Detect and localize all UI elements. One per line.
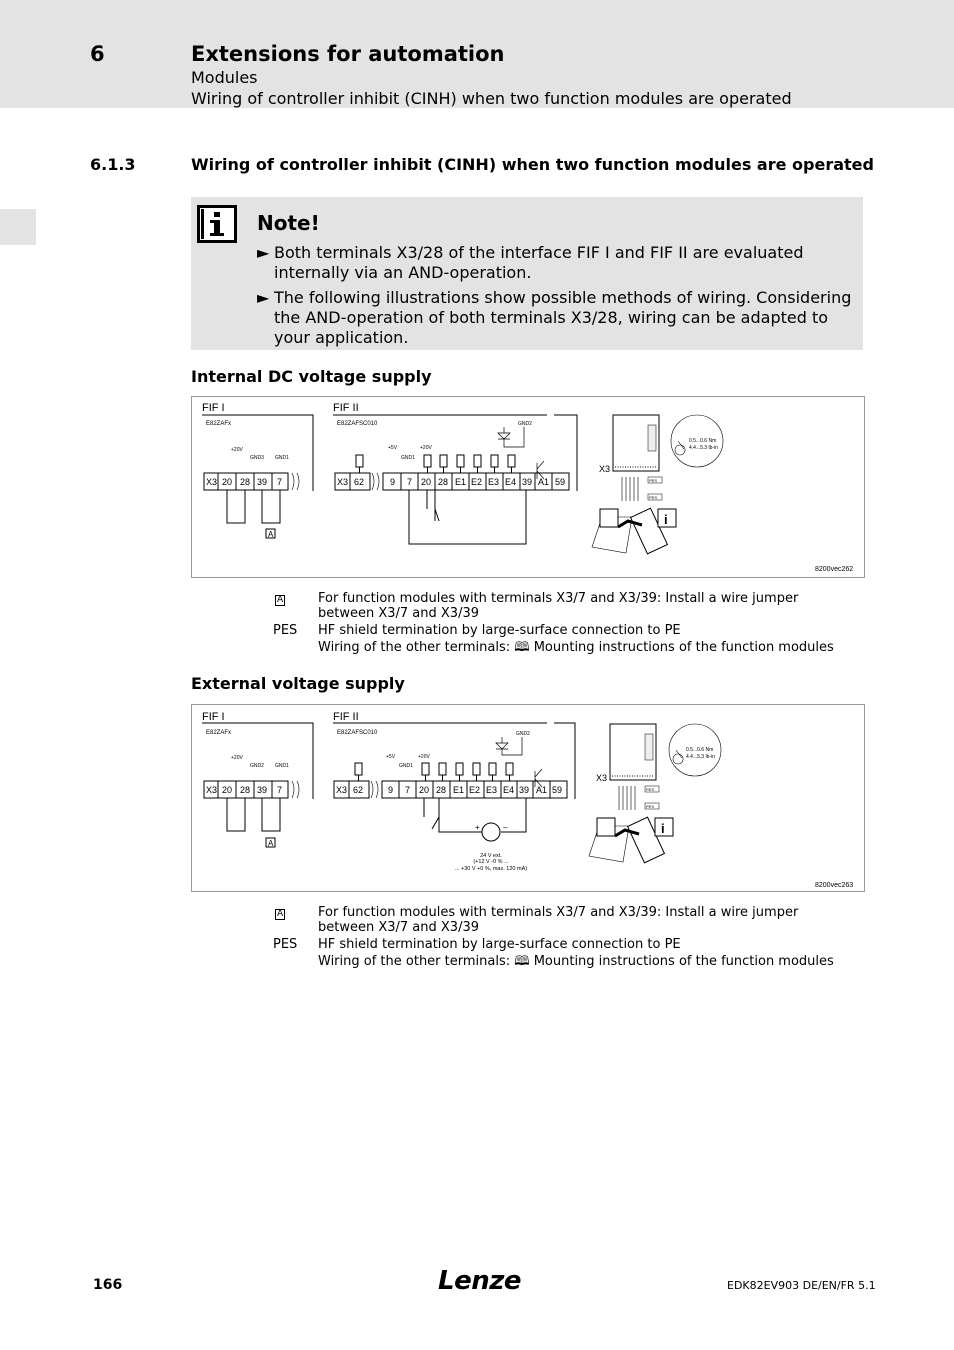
pes-label: PES (646, 787, 655, 792)
fif1-terminal: 7 (277, 477, 283, 487)
legend-text: For function modules with terminals X3/7 and X3/39: Install a wire jumper between X3/7 and X3/39 (318, 591, 799, 621)
document-code: EDK82EV903 DE/EN/FR 5.1 (727, 1279, 876, 1292)
fif2-label: FIF II (333, 711, 359, 723)
lenze-logo: Lenze (438, 1266, 521, 1296)
fif2-terminal: E1 (455, 477, 467, 487)
fif1-terminal: X3 (206, 785, 218, 795)
fif2-terminal: 7 (407, 477, 413, 487)
torque-nm: 0.5...0.6 Nm (686, 747, 714, 753)
controller-sketch (592, 415, 723, 554)
fif2-terminal: E3 (486, 785, 498, 795)
chapter-number: 6 (90, 42, 105, 66)
fif1-terminal: 39 (257, 477, 268, 487)
supply-spec-line: (+12 V -0 % ... (473, 859, 509, 865)
section-number: 6.1.3 (90, 155, 136, 174)
pes-label: PES (649, 478, 658, 483)
header-subtitle-topic: Wiring of controller inhibit (CINH) when two function modules are operated (191, 89, 792, 108)
diagram-code: 8200vec262 (815, 566, 854, 573)
fif2-plus20v: +20V (420, 445, 432, 451)
x3-label: X3 (596, 773, 608, 783)
wiring-diagram-internal (191, 396, 865, 578)
diagram-code: 8200vec263 (815, 882, 854, 889)
fif2-plus5v: +5V (388, 445, 398, 451)
fif2-terminal: 9 (388, 785, 394, 795)
wiring-diagram-external (191, 704, 865, 892)
marker-a: A (268, 839, 274, 848)
info-icon: i (664, 512, 668, 527)
fif1-terminal: 28 (240, 785, 251, 795)
page-number: 166 (93, 1277, 123, 1293)
fif1-label: FIF I (202, 402, 225, 414)
x3-label: X3 (599, 464, 611, 474)
section-title: Wiring of controller inhibit (CINH) when two function modules are operated (191, 155, 874, 174)
fif2-gnd1: GND1 (399, 763, 413, 769)
fif1-gnd1: GND1 (275, 455, 289, 461)
note-item-text: The following illustrations show possible methods of wiring. Considering the AND-operation of both terminals X3/28, wiring can be adapted to your application. (274, 288, 852, 347)
fif1-plus20v: +20V (231, 755, 243, 761)
chapter-side-tab (0, 209, 36, 245)
legend-key: PES (273, 937, 298, 952)
legend-key: PES (273, 623, 298, 638)
legend-text: HF shield termination by large-surface connection to PE (318, 937, 681, 952)
supply-plus: + (475, 823, 480, 832)
fif2-terminal: 62 (354, 477, 365, 487)
fif1-module-code: E82ZAFx (206, 730, 232, 736)
torque-nm: 0.5...0.6 Nm (689, 438, 717, 444)
fif2-terminal: 28 (438, 477, 449, 487)
fif2-terminal: 39 (522, 477, 533, 487)
fif1-terminal: 28 (240, 477, 251, 487)
fif2-terminal: E2 (471, 477, 483, 487)
legend-marker-a: A (277, 595, 284, 605)
fif2-terminal: E2 (469, 785, 481, 795)
fif2-terminal: X3 (337, 477, 349, 487)
chapter-header (0, 0, 954, 108)
subheading-external-supply: External voltage supply (191, 674, 405, 693)
external-supply-source (455, 823, 527, 872)
fif1-terminal: 7 (277, 785, 283, 795)
fif2-terminal: 28 (436, 785, 447, 795)
supply-spec-line: ... +30 V +0 %, max. 120 mA) (454, 866, 528, 872)
fif2-plus20v: +20V (418, 754, 430, 760)
pes-label: PES (646, 804, 655, 809)
torque-lbin: 4.4...5.3 lb-in (689, 445, 718, 451)
chapter-title: Extensions for automation (191, 42, 505, 66)
fif2-terminal: A1 (538, 477, 550, 487)
fif1-terminal-strip (204, 473, 288, 490)
fif2-module-code: E82ZAFSC010 (337, 421, 378, 427)
fif2-terminal: 20 (419, 785, 430, 795)
legend-text: Wiring of the other terminals: 🕮 Mounting instructions of the function modules (318, 954, 834, 969)
fif1-terminal: X3 (206, 477, 218, 487)
header-subtitle-modules: Modules (191, 68, 258, 87)
fif1-terminal: 39 (257, 785, 268, 795)
fif2-terminal: 62 (353, 785, 364, 795)
fif2-terminal-strip (335, 473, 569, 490)
fif2-gnd2: GND2 (516, 731, 530, 737)
fif2-terminal: 20 (421, 477, 432, 487)
fif2-terminal: X3 (336, 785, 348, 795)
marker-a: A (268, 530, 274, 539)
fif1-gnd-label: GND3 (250, 455, 264, 461)
info-icon (197, 205, 237, 243)
pes-label: PES (649, 495, 658, 500)
fif2-gnd1: GND1 (401, 455, 415, 461)
fif2-terminal: 59 (555, 477, 566, 487)
fif2-plus5v: +5V (386, 754, 396, 760)
fif2-terminal: E3 (488, 477, 500, 487)
fif2-module-code: E82ZAFSC010 (337, 730, 378, 736)
fif2-terminal: 39 (519, 785, 530, 795)
fif2-terminal: A1 (536, 785, 548, 795)
fif1-label: FIF I (202, 711, 225, 723)
subheading-internal-supply: Internal DC voltage supply (191, 367, 432, 386)
fif2-terminal-strip (334, 781, 567, 798)
legend-marker-a: A (277, 909, 284, 919)
bullet-arrow-icon: ► (257, 288, 270, 307)
fif2-terminal: E1 (453, 785, 465, 795)
fif2-terminal: E4 (505, 477, 517, 487)
fif1-plus20v: +20V (231, 447, 243, 453)
fif1-terminal: 20 (222, 477, 233, 487)
torque-lbin: 4.4...5.3 lb-in (686, 754, 715, 760)
note-title: Note! (257, 211, 320, 235)
fif1-gnd-label: GND2 (250, 763, 264, 769)
controller-sketch (589, 724, 721, 863)
fif1-terminal: 20 (222, 785, 233, 795)
fif2-terminal: E4 (503, 785, 515, 795)
fif2-terminal: 9 (390, 477, 396, 487)
fif2-gnd2: GND2 (518, 421, 532, 427)
fif1-module-code: E82ZAFx (206, 421, 232, 427)
fif2-label: FIF II (333, 402, 359, 414)
legend-text: For function modules with terminals X3/7 and X3/39: Install a wire jumper between X3/7 and X3/39 (318, 905, 799, 935)
bullet-arrow-icon: ► (257, 243, 270, 262)
fif1-terminal-strip (204, 781, 288, 798)
note-box (191, 197, 863, 350)
info-icon: i (661, 821, 665, 836)
supply-spec-line: 24 V ext. (480, 853, 502, 859)
fif2-terminal: 59 (552, 785, 563, 795)
legend-text: Wiring of the other terminals: 🕮 Mounting instructions of the function modules (318, 640, 834, 655)
supply-minus: – (503, 823, 508, 832)
fif2-terminal: 7 (405, 785, 411, 795)
fif1-gnd1: GND1 (275, 763, 289, 769)
legend-text: HF shield termination by large-surface connection to PE (318, 623, 681, 638)
note-item-text: Both terminals X3/28 of the interface FIF I and FIF II are evaluated internally via an AND-operation. (274, 243, 804, 282)
